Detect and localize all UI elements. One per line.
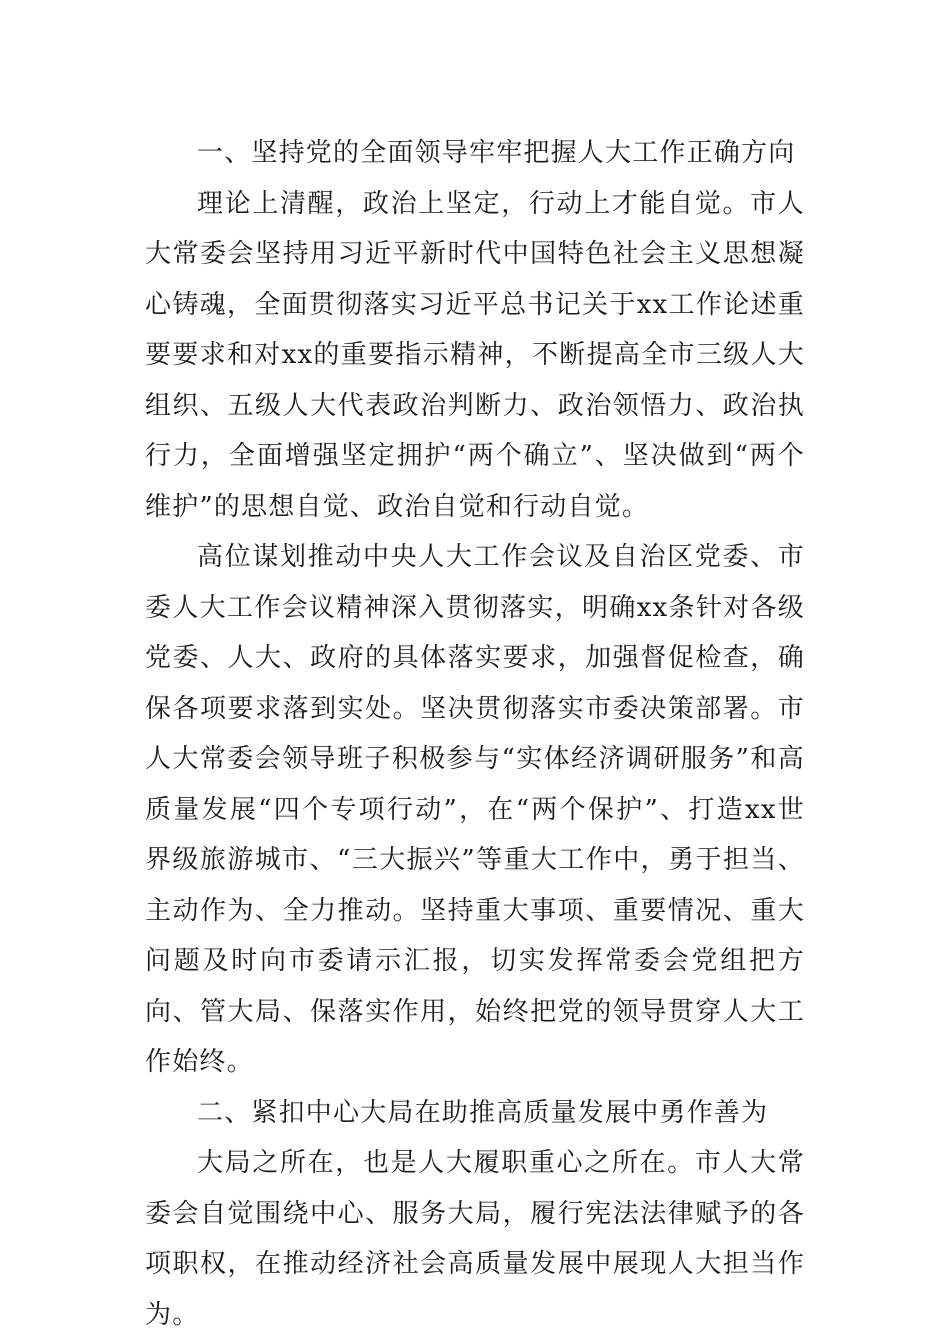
section-heading-1: 一、坚持党的全面领导牢牢把握人大工作正确方向 bbox=[197, 138, 796, 168]
paragraph-2: 高位谋划推动中央人大工作会议及自治区党委、市委人大工作会议精神深入贯彻落实，明确xx条针对各级党委、人大、政府的具体落实要求，加强督促检查，确保各项要求落到实处。坚决贯彻落实市委决策部署。市人大常委会领导班子积极参与“实体经济调研服务”和高质量发展“四个专项行动”，在“两个保护”、打造xx世界级旅游城市、“三大振兴”等重大工作中，勇于担当、主动作为、全力推动。坚持重大事项、重要情况、重大问题及时向市委请示汇报，切实发挥常委会党组把方向、管大局、保落实作用，始终把党的领导贯穿人大工作始终。 bbox=[145, 542, 805, 1077]
document-body bbox=[145, 128, 805, 1340]
section-heading-2: 二、紧扣中心大局在助推高质量发展中勇作善为 bbox=[197, 1097, 769, 1128]
paragraph-3: 大局之所在，也是人大履职重心之所在。市人大常委会自觉围绕中心、服务大局，履行宪法法律赋予的各项职权，在推动经济社会高质量发展中展现人大担当作为。 bbox=[145, 1148, 805, 1330]
paragraph-1: 理论上清醒，政治上坚定，行动上才能自觉。市人大常委会坚持用习近平新时代中国特色社会主义思想凝心铸魂，全面贯彻落实习近平总书记关于xx工作论述重要要求和对xx的重要指示精神，不断提高全市三级人大组织、五级人大代表政治判断力、政治领悟力、政治执行力，全面增强坚定拥护“两个确立”、坚决做到“两个维护”的思想自觉、政治自觉和行动自觉。 bbox=[145, 188, 805, 522]
